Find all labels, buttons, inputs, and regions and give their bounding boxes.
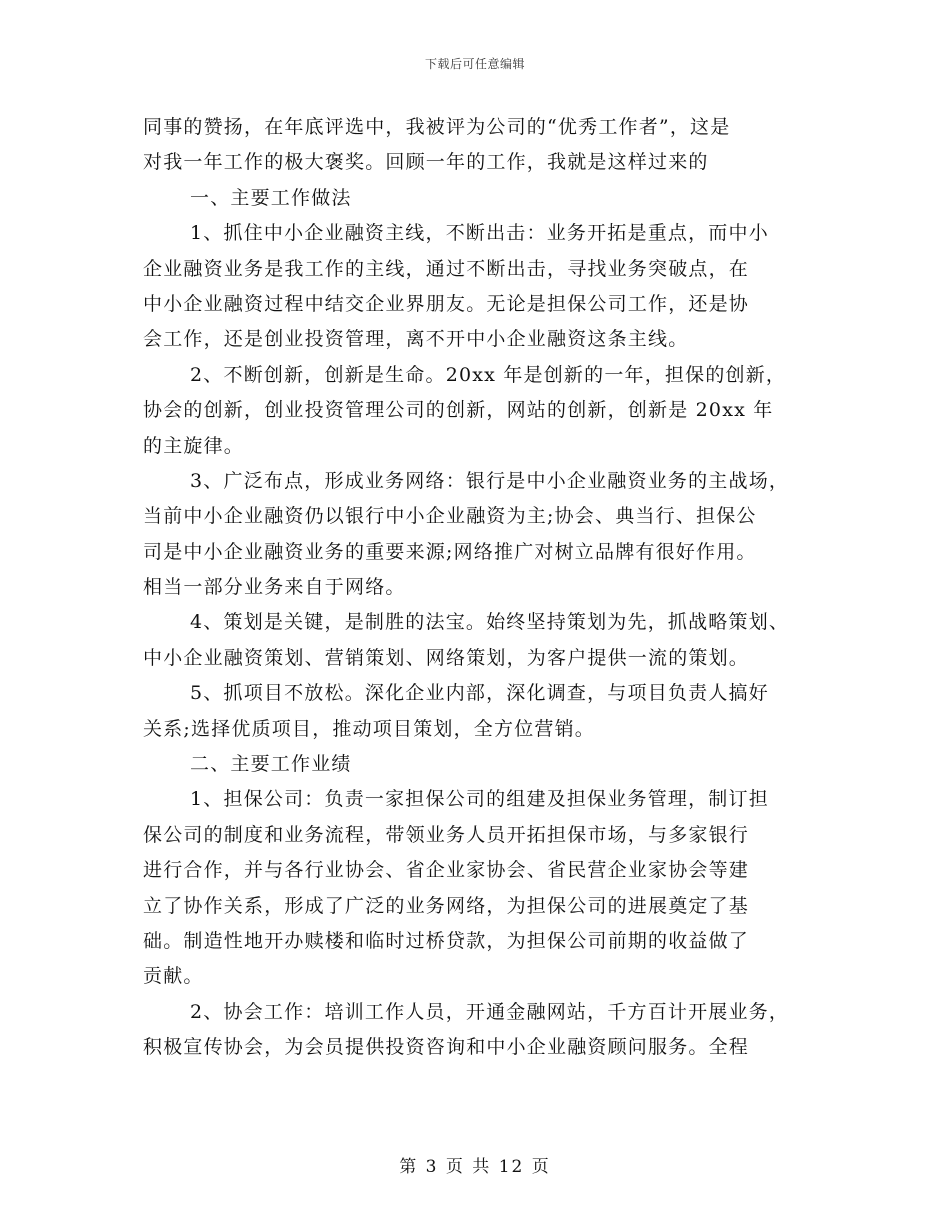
text-line: 2、协会工作：培训工作人员，开通金融网站，千方百计开展业务， — [190, 1000, 790, 1023]
text-line: 积极宣传协会，为会员提供投资咨询和中小企业融资顾问服务。全程 — [143, 1036, 750, 1059]
text-line: 当前中小企业融资仍以银行中小企业融资为主;协会、典当行、担保公 — [143, 505, 757, 528]
text-line: 础。制造性地开办赎楼和临时过桥贷款，为担保公司前期的收益做了 — [143, 929, 750, 952]
text-line: 进行合作，并与各行业协会、省企业家协会、省民营企业家协会等建 — [143, 859, 750, 882]
text-line: 贡献。 — [143, 965, 204, 988]
text-line: 3、广泛布点，形成业务网络：银行是中小企业融资业务的主战场， — [190, 469, 790, 492]
text-line: 中小企业融资策划、营销策划、网络策划，为客户提供一流的策划。 — [143, 646, 750, 669]
text-line: 会工作，还是创业投资管理，离不开中小企业融资这条主线。 — [143, 328, 689, 351]
text-line: 1、抓住中小企业融资主线，不断出击：业务开拓是重点，而中小 — [190, 222, 769, 245]
text-line: 2、不断创新，创新是生命。20xx 年是创新的一年，担保的创新， — [190, 363, 787, 386]
text-line: 一、主要工作做法 — [190, 186, 352, 209]
text-line: 立了协作关系，形成了广泛的业务网络，为担保公司的进展奠定了基 — [143, 894, 750, 917]
text-line: 二、主要工作业绩 — [190, 753, 352, 776]
text-line: 司是中小企业融资业务的重要来源;网络推广对树立品牌有很好作用。 — [143, 540, 757, 563]
text-line: 5、抓项目不放松。深化企业内部，深化调查，与项目负责人搞好 — [190, 682, 769, 705]
page-footer: 第 3 页 共 12 页 — [399, 1157, 551, 1177]
text-line: 1、担保公司：负责一家担保公司的组建及担保业务管理，制订担 — [190, 788, 769, 811]
document-body — [143, 110, 833, 1066]
text-line: 企业融资业务是我工作的主线，通过不断出击，寻找业务突破点，在 — [143, 257, 750, 280]
text-line: 同事的赞扬，在年底评选中，我被评为公司的“优秀工作者”，这是 — [143, 116, 731, 138]
text-line: 的主旋律。 — [143, 434, 245, 457]
text-line: 4、策划是关键，是制胜的法宝。始终坚持策划为先，抓战略策划、 — [190, 611, 790, 634]
text-line: 对我一年工作的极大褒奖。回顾一年的工作，我就是这样过来的 — [143, 151, 709, 174]
text-line: 保公司的制度和业务流程，带领业务人员开拓担保市场，与多家银行 — [143, 823, 750, 846]
text-line: 关系;选择优质项目，推动项目策划，全方位营销。 — [143, 717, 596, 740]
page-header: 下载后可任意编辑 — [424, 57, 525, 71]
text-line: 中小企业融资过程中结交企业界朋友。无论是担保公司工作，还是协 — [143, 292, 750, 315]
text-line: 相当一部分业务来自于网络。 — [143, 576, 406, 599]
text-line: 协会的创新，创业投资管理公司的创新，网站的创新，创新是 20xx 年 — [143, 399, 774, 422]
